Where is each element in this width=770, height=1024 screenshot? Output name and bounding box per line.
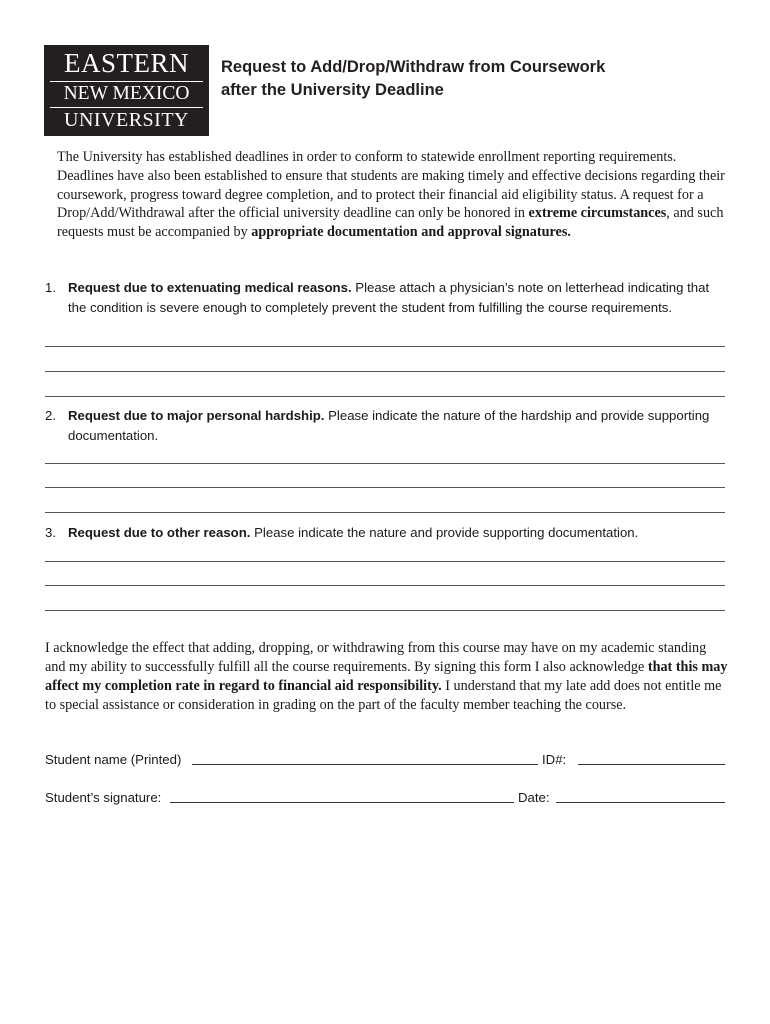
form-title-line2: after the University Deadline <box>221 81 444 99</box>
intro-text: The University has established deadlines in order to conform to statewide enrollment reporting requirements. Deadlines have also been established to ensure that students are making timely and effective decisions regarding their coursework, progress toward degree completion, and to protect their financial aid eligibility status. A request for a Drop/Add/Withdrawal after the official university deadline can only be honored in <box>57 149 725 222</box>
request-item-medical <box>45 278 725 317</box>
item-heading: Request due to other reason. <box>68 525 251 540</box>
university-logo <box>44 45 209 136</box>
request-item-hardship <box>45 406 725 445</box>
writing-line[interactable] <box>45 463 725 464</box>
writing-line[interactable] <box>45 396 725 397</box>
student-name-field[interactable] <box>192 764 538 765</box>
intro-emphasis: extreme circumstances <box>528 205 667 222</box>
item-description: Please attach a physician’s note on letterhead indicating that the condition is severe enough to completely prevent the student from fulfilling the course requirements. <box>68 280 710 315</box>
logo-line-university: UNIVERSITY <box>64 109 189 131</box>
writing-line[interactable] <box>45 371 725 372</box>
item-heading: Request due to extenuating medical reasons. <box>68 280 352 295</box>
logo-line-eastern: EASTERN <box>64 48 189 78</box>
ack-text: I acknowledge the effect that adding, dropping, or withdrawing from this course may have on my academic standing and my ability to successfully fulfill all the course requirements. By signing this form I also acknowledge <box>45 640 707 675</box>
item-heading: Request due to major personal hardship. <box>68 408 325 423</box>
item-number: 2. <box>45 408 56 423</box>
ack-emphasis: that this may affect my completion rate in regard to financial aid responsibility. <box>45 659 728 694</box>
form-title-line1: Request to Add/Drop/Withdraw from Coursework <box>221 58 606 76</box>
intro-text: , and such requests must be accompanied by <box>57 205 724 241</box>
ack-text: I understand that my late add does not entitle me to special assistance or consideration in grading on the part of the faculty member teaching the course. <box>45 678 722 713</box>
intro-emphasis: appropriate documentation and approval signatures. <box>251 224 571 241</box>
writing-line[interactable] <box>45 585 725 586</box>
request-item-other <box>45 523 725 543</box>
student-id-label: ID#: <box>542 752 567 767</box>
student-id-field[interactable] <box>578 764 725 765</box>
intro-paragraph <box>57 148 727 242</box>
form-title <box>221 56 605 102</box>
item-description: Please indicate the nature and provide supporting documentation. <box>250 525 639 540</box>
date-label: Date: <box>518 790 550 805</box>
writing-line[interactable] <box>45 610 725 611</box>
item-number: 3. <box>45 525 56 540</box>
item-description: Please indicate the nature of the hardship and provide supporting documentation. <box>68 408 710 443</box>
writing-line[interactable] <box>45 487 725 488</box>
signature-field[interactable] <box>170 802 514 803</box>
date-field[interactable] <box>556 802 725 803</box>
writing-line[interactable] <box>45 346 725 347</box>
writing-line[interactable] <box>45 512 725 513</box>
logo-line-new-mexico: NEW MEXICO <box>63 83 190 104</box>
item-number: 1. <box>45 280 56 295</box>
writing-line[interactable] <box>45 561 725 562</box>
acknowledgement-paragraph <box>45 639 730 715</box>
signature-label: Student’s signature: <box>45 790 162 805</box>
student-name-label: Student name (Printed) <box>45 752 182 767</box>
